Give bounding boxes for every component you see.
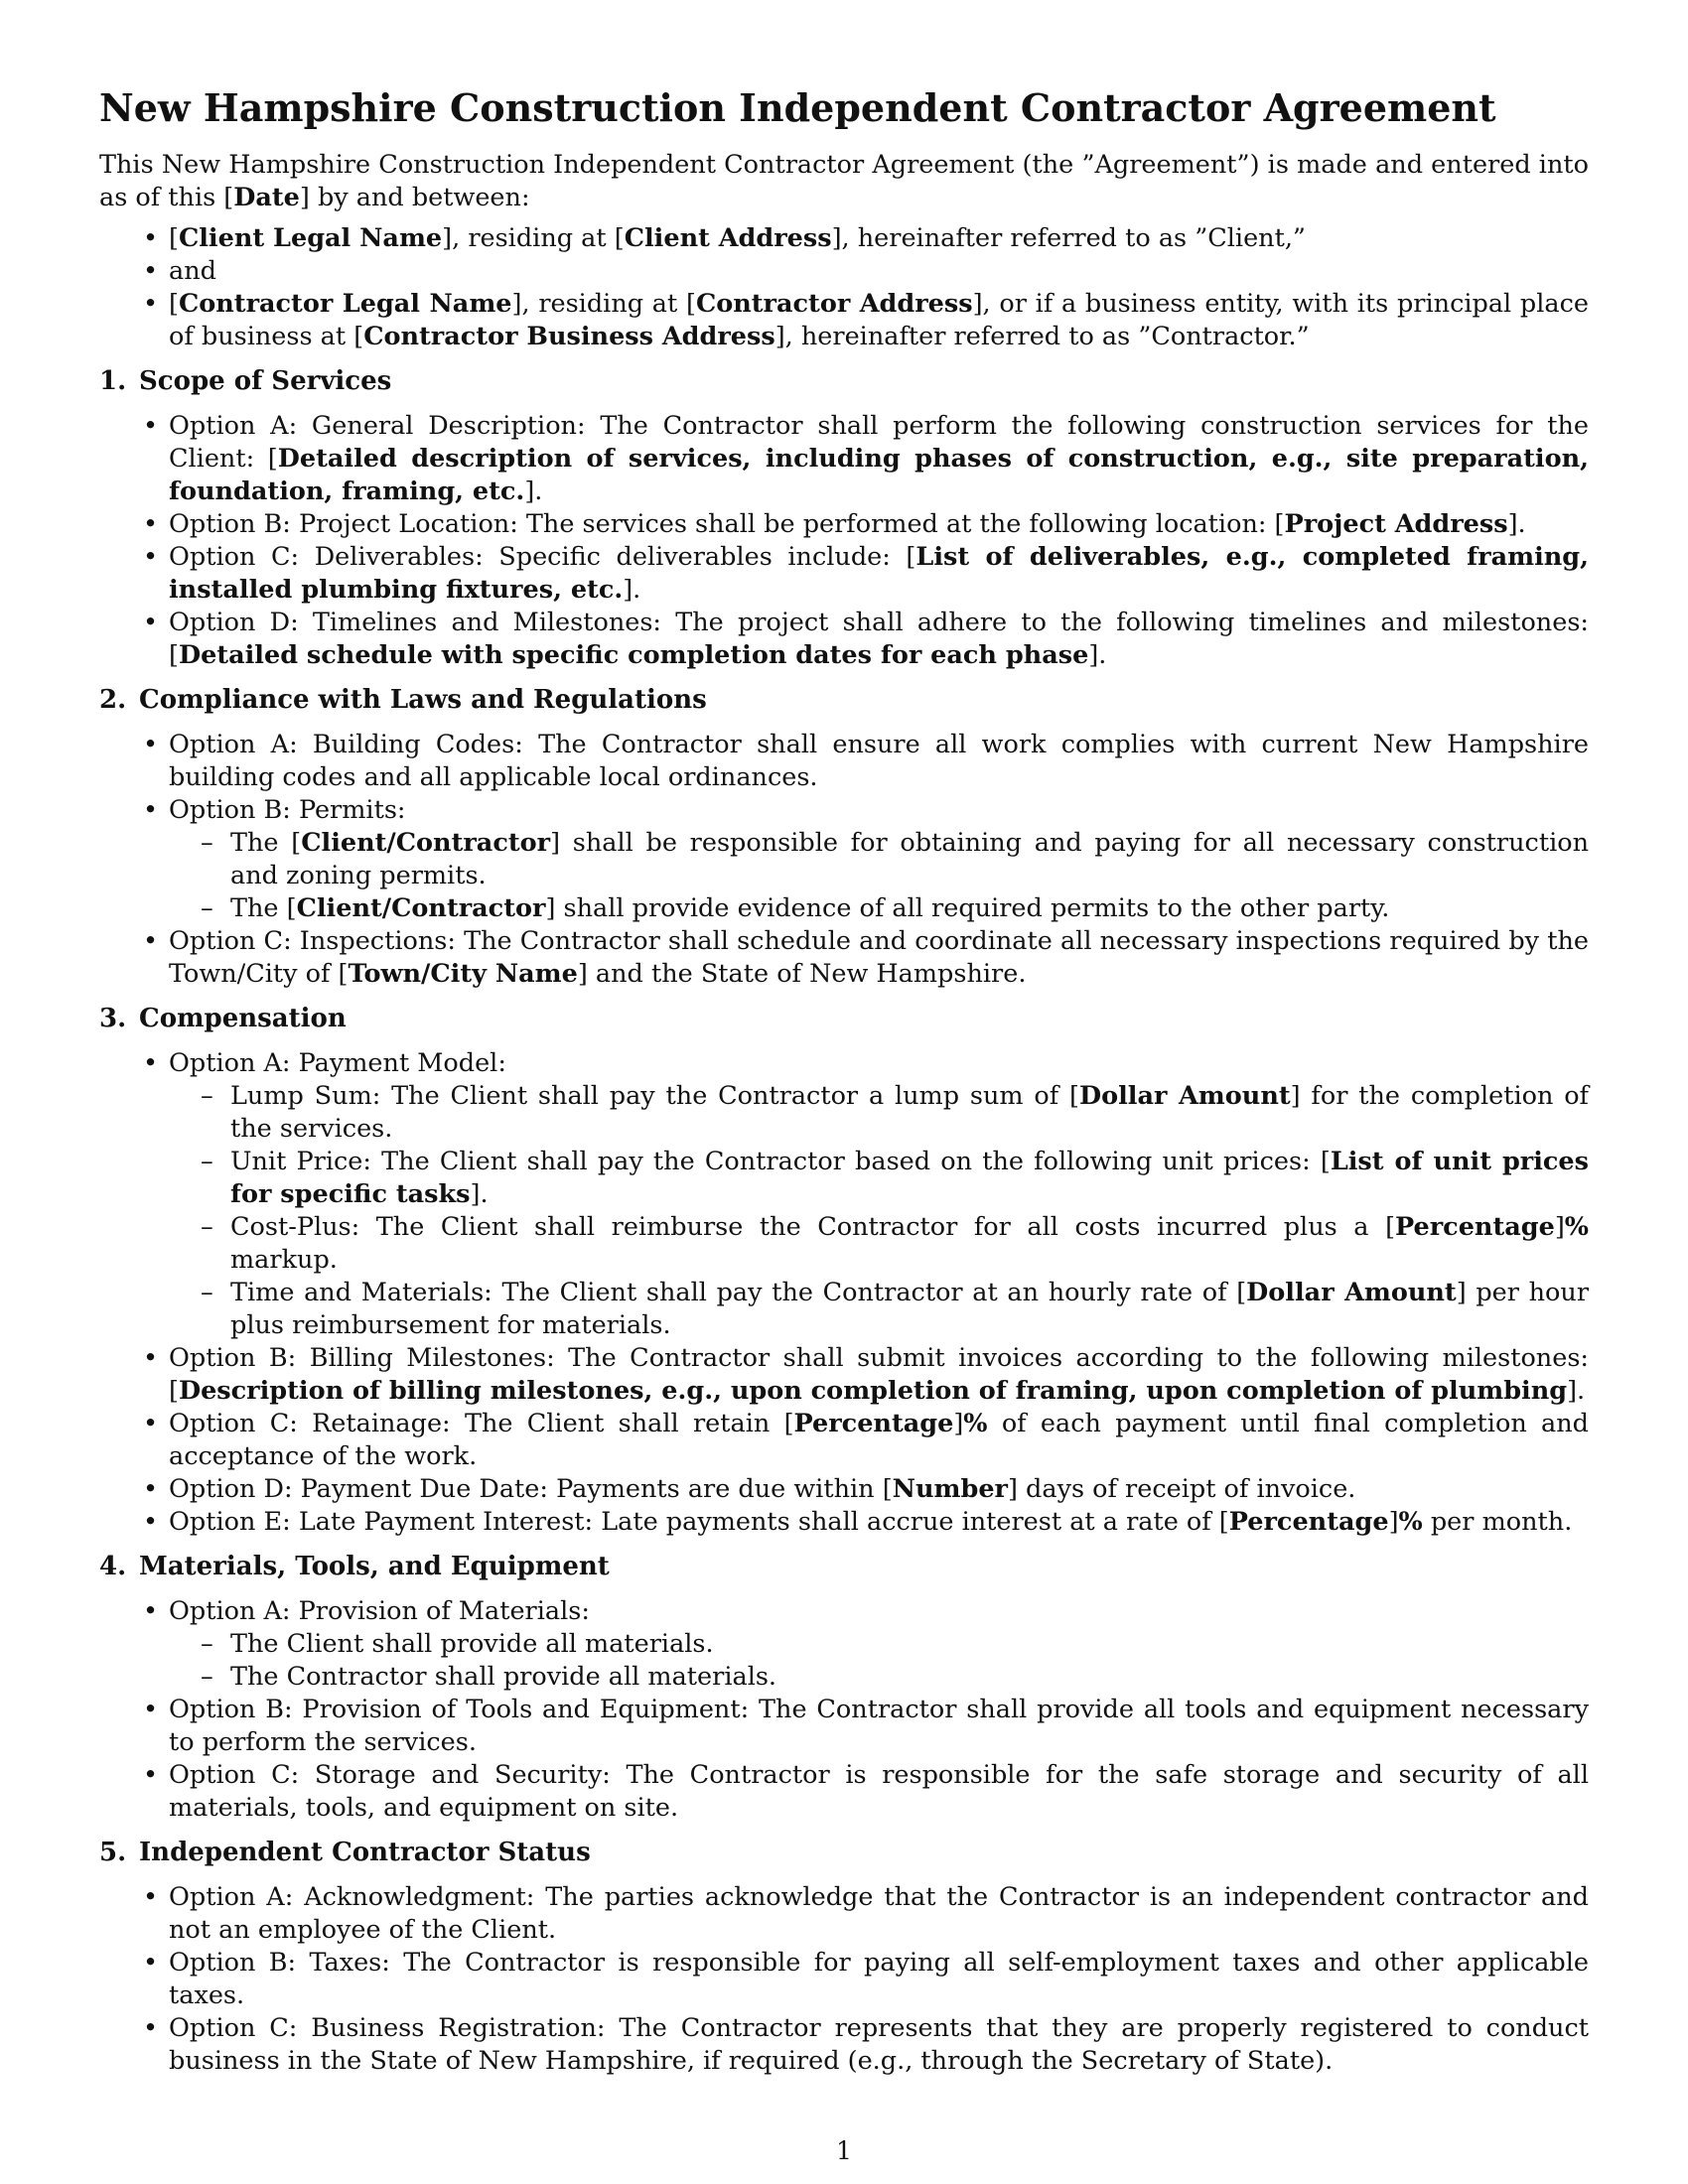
section-compensation [99,1003,1589,1539]
section-compliance [99,684,1589,991]
sub-list-item: – Lump Sum: The Client shall pay the Contractor a lump sum of [Dollar Amount] for the completion of the services. [230,1080,1589,1146]
sub-list [169,827,1589,925]
sub-list-item: – Cost-Plus: The Client shall reimburse the Contractor for all costs incurred plus a [Percentage]% markup. [230,1211,1589,1277]
list-item: • Option C: Business Registration: The Contractor represents that they are properly registered to conduct business in the State of New Hampshire, if required (e.g., through the Secretary of State). [169,2012,1589,2078]
section-heading: 2. Compliance with Laws and Regulations [99,685,707,715]
list-item: • Option B: Project Location: The services shall be performed at the following location: [Project Address]. [169,508,1589,541]
sub-list-item: – The [Client/Contractor] shall be responsible for obtaining and paying for all necessary construction and zoning permits. [230,827,1589,892]
sub-list-item: – The Client shall provide all materials. [230,1628,1589,1661]
section-list [99,1595,1589,1825]
list-item: • [Contractor Legal Name], residing at [Contractor Address], or if a business entity, with its principal place of business at [Contractor Business Address], hereinafter referred to as ”Contractor.” [169,288,1589,353]
section-list [99,410,1589,672]
section-contractor-status [99,1837,1589,2078]
section-list [99,1047,1589,1539]
list-item: • Option B: Billing Milestones: The Contractor shall submit invoices according to the following milestones: [Description of billing milestones, e.g., upon completion of framing, upon completion of plumbing]. [169,1342,1589,1408]
list-item: • Option E: Late Payment Interest: Late payments shall accrue interest at a rate of [Percentage]% per month. [169,1506,1589,1539]
list-item: • Option C: Retainage: The Client shall retain [Percentage]% of each payment until final completion and acceptance of the work. [169,1408,1589,1473]
section-heading: 4. Materials, Tools, and Equipment [99,1552,610,1581]
list-item: • Option A: Building Codes: The Contractor shall ensure all work complies with current New Hampshire building codes and all applicable local ordinances. [169,729,1589,794]
list-item: • Option A: Provision of Materials: – The Client shall provide all materials. – The Contractor shall provide all materials. [169,1595,1589,1694]
list-item: • Option B: Permits: – The [Client/Contractor] shall be responsible for obtaining and paying for all necessary construction and zoning permits. – The [Client/Contractor] shall provide evidence of all required permits to the other party. [169,794,1589,925]
sub-list-item: – Unit Price: The Client shall pay the Contractor based on the following unit prices: [List of unit prices for specific tasks]. [230,1146,1589,1211]
sub-list-item: – Time and Materials: The Client shall pay the Contractor at an hourly rate of [Dollar Amount] per hour plus reimbursement for materials. [230,1277,1589,1342]
list-item: • Option A: Payment Model: – Lump Sum: The Client shall pay the Contractor a lump sum of [Dollar Amount] for the completion of the services. – Unit Price: The Client shall pay the Contractor based on the following unit prices: [List of unit prices for specific tasks]. – Cost-Plus: The Client shall reimburse the Contractor for all costs incurred plus a [Percentage]% markup. – Time and Materials: The Client shall pay the Contractor at an hourly rate of [Dollar Amount] per hour plus reimbursement for materials. [169,1047,1589,1342]
list-item: • Option A: General Description: The Contractor shall perform the following construction services for the Client: [Detailed description of services, including phases of construction, e.g., site preparation, foundation, framing, etc.]. [169,410,1589,508]
intro-paragraph: This New Hampshire Construction Independent Contractor Agreement (the ”Agreement”) is made and entered into as of this [Date] by and between: [99,150,1589,212]
list-item: • and [169,255,1589,288]
list-item: • Option C: Inspections: The Contractor shall schedule and coordinate all necessary inspections required by the Town/City of [Town/City Name] and the State of New Hampshire. [169,925,1589,991]
sub-list [169,1628,1589,1694]
sub-list-item: – The [Client/Contractor] shall provide evidence of all required permits to the other party. [230,892,1589,925]
list-item: • Option A: Acknowledgment: The parties acknowledge that the Contractor is an independent contractor and not an employee of the Client. [169,1881,1589,1947]
section-scope-of-services [99,365,1589,672]
list-item: • Option D: Payment Due Date: Payments are due within [Number] days of receipt of invoice. [169,1473,1589,1506]
document-page [99,85,1589,2084]
section-list [99,729,1589,991]
list-item: • [Client Legal Name], residing at [Client Address], hereinafter referred to as ”Client,” [169,222,1589,255]
section-heading: 1. Scope of Services [99,366,392,396]
sub-list-item: – The Contractor shall provide all materials. [230,1661,1589,1694]
section-heading: 5. Independent Contractor Status [99,1838,591,1867]
parties-list [99,222,1589,353]
list-item: • Option C: Deliverables: Specific deliverables include: [List of deliverables, e.g., completed framing, installed plumbing fixtures, etc.]. [169,541,1589,607]
sub-list [169,1080,1589,1342]
list-item: • Option C: Storage and Security: The Contractor is responsible for the safe storage and security of all materials, tools, and equipment on site. [169,1759,1589,1825]
section-list [99,1881,1589,2078]
list-item: • Option B: Provision of Tools and Equipment: The Contractor shall provide all tools and equipment necessary to perform the services. [169,1694,1589,1759]
section-materials [99,1551,1589,1825]
section-heading: 3. Compensation [99,1004,347,1033]
page-title: New Hampshire Construction Independent Contractor Agreement [99,85,1496,130]
list-item: • Option D: Timelines and Milestones: The project shall adhere to the following timelines and milestones: [Detailed schedule with specific completion dates for each phase]. [169,607,1589,672]
page-number: 1 [836,2136,852,2165]
list-item: • Option B: Taxes: The Contractor is responsible for paying all self-employment taxes and other applicable taxes. [169,1947,1589,2012]
